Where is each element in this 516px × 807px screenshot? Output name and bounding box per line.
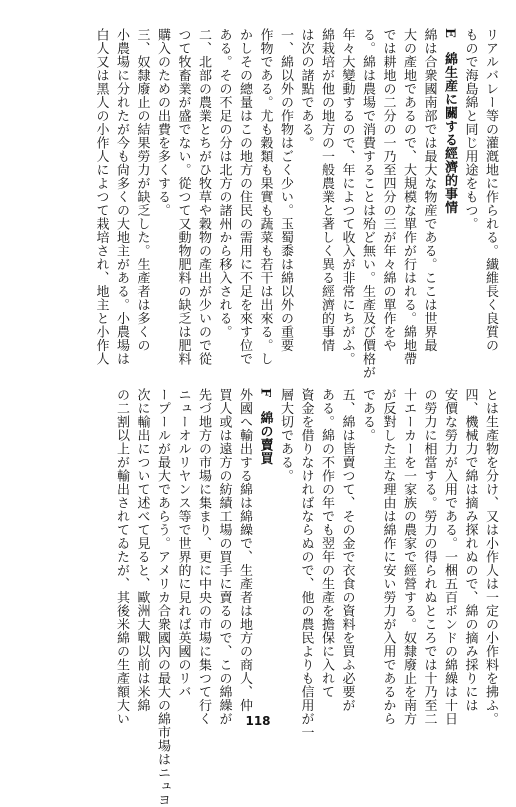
text-column: の二割以上が輸出されてゐたが、其後米綿の生產額大い <box>114 388 129 726</box>
text-column: とは生產物を分け、又は小作人は一定の小作料を拂ふ。 <box>483 388 498 726</box>
text-column: 四、機械力で綿は摘み探れぬので、綿の摘み採りには <box>462 388 478 712</box>
text-column: 先づ地方の市場に集まり、更に中央の市場に集つて行く <box>196 388 211 726</box>
text-column: かしその總量はこの地方の住民の需用に不足を來す位で <box>237 28 252 366</box>
text-column: 一、綿以外の作物はごく少い。玉蜀黍は綿以外の重要 <box>278 28 293 352</box>
text-column: 三、奴隸廢止の結果勞力が缺乏した。生產者は多くの <box>134 28 150 352</box>
text-column: 綿は合衆國南部では最大な物産である。ここは世界最 <box>421 28 437 352</box>
text-column: の勞力に相當する。勞力の得られぬところでは十乃至二 <box>421 388 437 726</box>
text-column: 次に輸出について述べて見ると、歐洲大戰以前は米綿 <box>134 388 150 712</box>
text-column: 綿栽培が他の地方の一般農業と著しく異る經濟的事情 <box>319 28 334 352</box>
text-column: である。 <box>360 388 375 442</box>
section-heading: F 綿の賣買 <box>257 388 273 466</box>
text-column: 資金を借りなければならぬので、他の農民よりも信用が一 <box>298 388 314 739</box>
text-column: 安價な勞力が入用である。一梱五百ポンドの綿繰は十日 <box>442 388 457 726</box>
text-column: 二、北部の農業とちがひ牧草や穀物の產出が少いので從 <box>196 28 211 366</box>
upper-text-block <box>14 28 500 379</box>
text-column: 作物である。尤も穀類も果實も蔬菜も若干は出來る。し <box>257 28 273 366</box>
text-column: 買人或は遠方の紡績工場の買手に賣るので、この綿繰が <box>216 388 232 726</box>
text-column: 層大切である。 <box>278 388 293 483</box>
text-column: リアルバレー等の灌漑地に作られる。纎維長く良質の <box>483 28 498 352</box>
text-column: 小農場に分れたが今も尙多くの大地主がある。小農場は <box>114 28 129 366</box>
text-column: 十エーカーを一家族の農家で經營する。奴隸廢止を南方 <box>401 388 416 726</box>
text-column: ープールが最大であらう。アメリカ合衆國內の最大の綿市場はニュヨ <box>155 388 170 807</box>
text-column: ニューオルリヤンス等で世界的に見れば英國のリバ <box>175 388 191 699</box>
text-column: もので海島綿と同じ用途をもつ。 <box>462 28 478 231</box>
text-column: る。綿は農場で消費することは殆ど無い。生產及び價格が <box>360 28 375 379</box>
text-column: 大の產地であるので、大規模な單作が行はれる。綿地帶 <box>401 28 416 366</box>
text-column: 白人又は黑人の小作人によつて栽培され、地主と小作人 <box>93 28 109 366</box>
text-column: ある。綿の不作の年でも翌年の生產を擔保に入れて <box>319 388 334 699</box>
text-column: 五、綿は皆賣つて、その金で衣食の資料を買ふ必要が <box>339 388 355 712</box>
text-column: が反對した主な理由は綿作に安い勞力が入用であるから <box>380 388 396 726</box>
text-column: では耕地の二分の一乃至四分の三が年々綿の單作をや <box>380 28 396 352</box>
text-column: ある。その不足の分は北方の諸州から移入される。 <box>216 28 232 339</box>
text-column: 年々大變動するので、年によつて收入が非常にちがふ。 <box>339 28 355 366</box>
text-column: は次の諸點である。 <box>298 28 314 150</box>
text-column: つて牧畜業が盛でない。從つて又動物肥料の缺乏は肥料 <box>175 28 191 366</box>
page-number: 118 <box>245 714 271 728</box>
section-heading: E 綿生産に關する經濟的事情 <box>442 28 457 214</box>
text-column: 購入のための出費を多くする。 <box>155 28 170 217</box>
text-column: 外國へ輸出する綿は綿繰で、生產者は地方の商人、仲 <box>237 388 252 712</box>
